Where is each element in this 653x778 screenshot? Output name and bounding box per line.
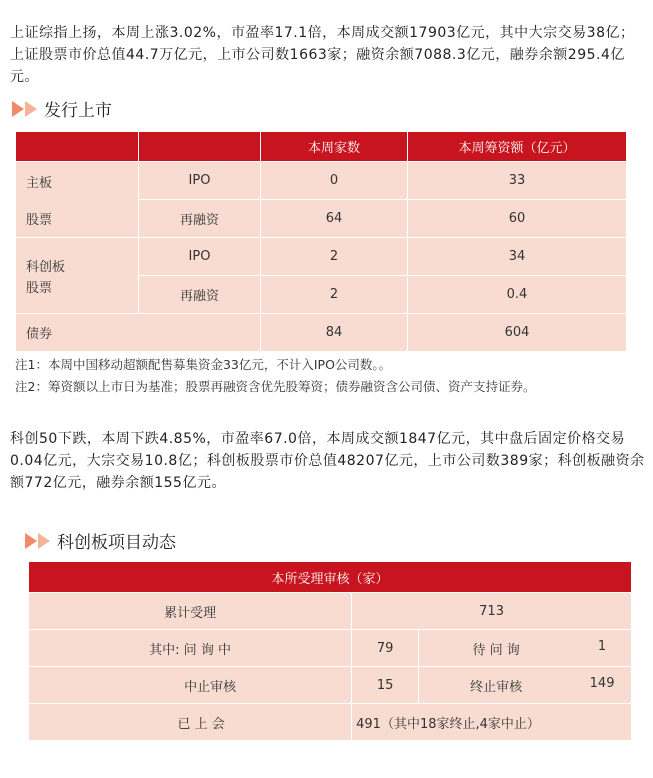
pending-value: 1	[597, 638, 607, 654]
table-header-row	[16, 132, 627, 162]
double-arrow-icon	[12, 101, 40, 117]
note-2: 注2：筹资额以上市日为基准；股票再融资含优先股筹资；债券融资含公司债、资产支持证券。	[15, 379, 536, 394]
table-row	[16, 238, 627, 276]
terminated-label: 终止审核	[470, 679, 523, 695]
header-blank	[16, 132, 139, 162]
cumulative-label: 累计受理	[29, 593, 352, 630]
table-row	[29, 704, 632, 741]
table-header-row	[29, 562, 632, 593]
table-cell: 2	[261, 238, 408, 276]
cell-text: 股票	[26, 280, 53, 296]
double-arrow-icon	[25, 533, 53, 549]
suspended-label	[29, 667, 352, 704]
table-cell: 60	[408, 200, 627, 238]
section-title-star-projects	[25, 528, 176, 553]
table-row	[16, 162, 627, 200]
pending-cell	[419, 630, 632, 667]
main-board-label	[16, 162, 139, 238]
pending-label: 待 问 询	[472, 642, 520, 658]
section-title-issuance	[12, 96, 112, 121]
note-1: 注1：本周中国移动超额配售募集资金33亿元，不计入IPO公司数。。	[15, 357, 392, 372]
table-row	[29, 667, 632, 704]
suspended-value: 15	[352, 667, 419, 704]
table-cell: 33	[408, 162, 627, 200]
cumulative-value: 713	[352, 593, 632, 630]
paragraph-sse-summary: 上证综指上扬，本周上涨3.02%，市盈率17.1倍，本周成交额17903亿元，其中大宗交易38亿；上证股票市价总值44.7万亿元，上市公司数1663家；融资余额7088.3亿元，融券余额295.4亿元。	[10, 25, 635, 85]
table-cell: 84	[261, 314, 408, 352]
section-title-text: 科创板项目动态	[57, 533, 176, 553]
review-table	[28, 561, 632, 741]
cell-text: 中止审核	[184, 679, 237, 695]
table-row	[29, 630, 632, 667]
cell-text: 已 上 会	[177, 716, 225, 732]
refinance-label: 再融资	[139, 276, 261, 314]
table-cell: 604	[408, 314, 627, 352]
review-table-header: 本所受理审核（家）	[29, 562, 632, 593]
refinance-label: 再融资	[139, 200, 261, 238]
terminated-cell	[419, 667, 632, 704]
inquiry-label: 其中: 问 询 中	[29, 630, 352, 667]
ipo-label: IPO	[139, 238, 261, 276]
table-row	[29, 593, 632, 630]
table-cell: 0.4	[408, 276, 627, 314]
cell-text: 科创板	[26, 259, 66, 275]
header-weekly-amount: 本周筹资额（亿元）	[408, 132, 627, 162]
meeting-value: 491（其中18家终止,4家中止）	[352, 704, 632, 741]
table-cell: 2	[261, 276, 408, 314]
table-cell: 64	[261, 200, 408, 238]
paragraph-star-summary: 科创50下跌，本周下跌4.85%，市盈率67.0倍，本周成交额1847亿元，其中盘后固定价格交易0.04亿元，大宗交易10.8亿；科创板股票市价总值48207亿元，上市公司数389家；科创板融资余额772亿元，融券余额155亿元。	[10, 431, 645, 491]
cell-text: 主板	[26, 175, 53, 191]
section-title-text: 发行上市	[44, 101, 112, 121]
table-cell: 0	[261, 162, 408, 200]
terminated-value: 149	[589, 675, 615, 691]
header-weekly-count: 本周家数	[261, 132, 408, 162]
bond-label: 债券	[16, 314, 261, 352]
issuance-table	[15, 131, 627, 352]
table-row	[16, 314, 627, 352]
ipo-label: IPO	[139, 162, 261, 200]
table-cell: 34	[408, 238, 627, 276]
cell-text: 股票	[26, 212, 53, 228]
header-blank	[139, 132, 261, 162]
star-market-label	[16, 238, 139, 314]
meeting-label	[29, 704, 352, 741]
inquiry-value: 79	[352, 630, 419, 667]
